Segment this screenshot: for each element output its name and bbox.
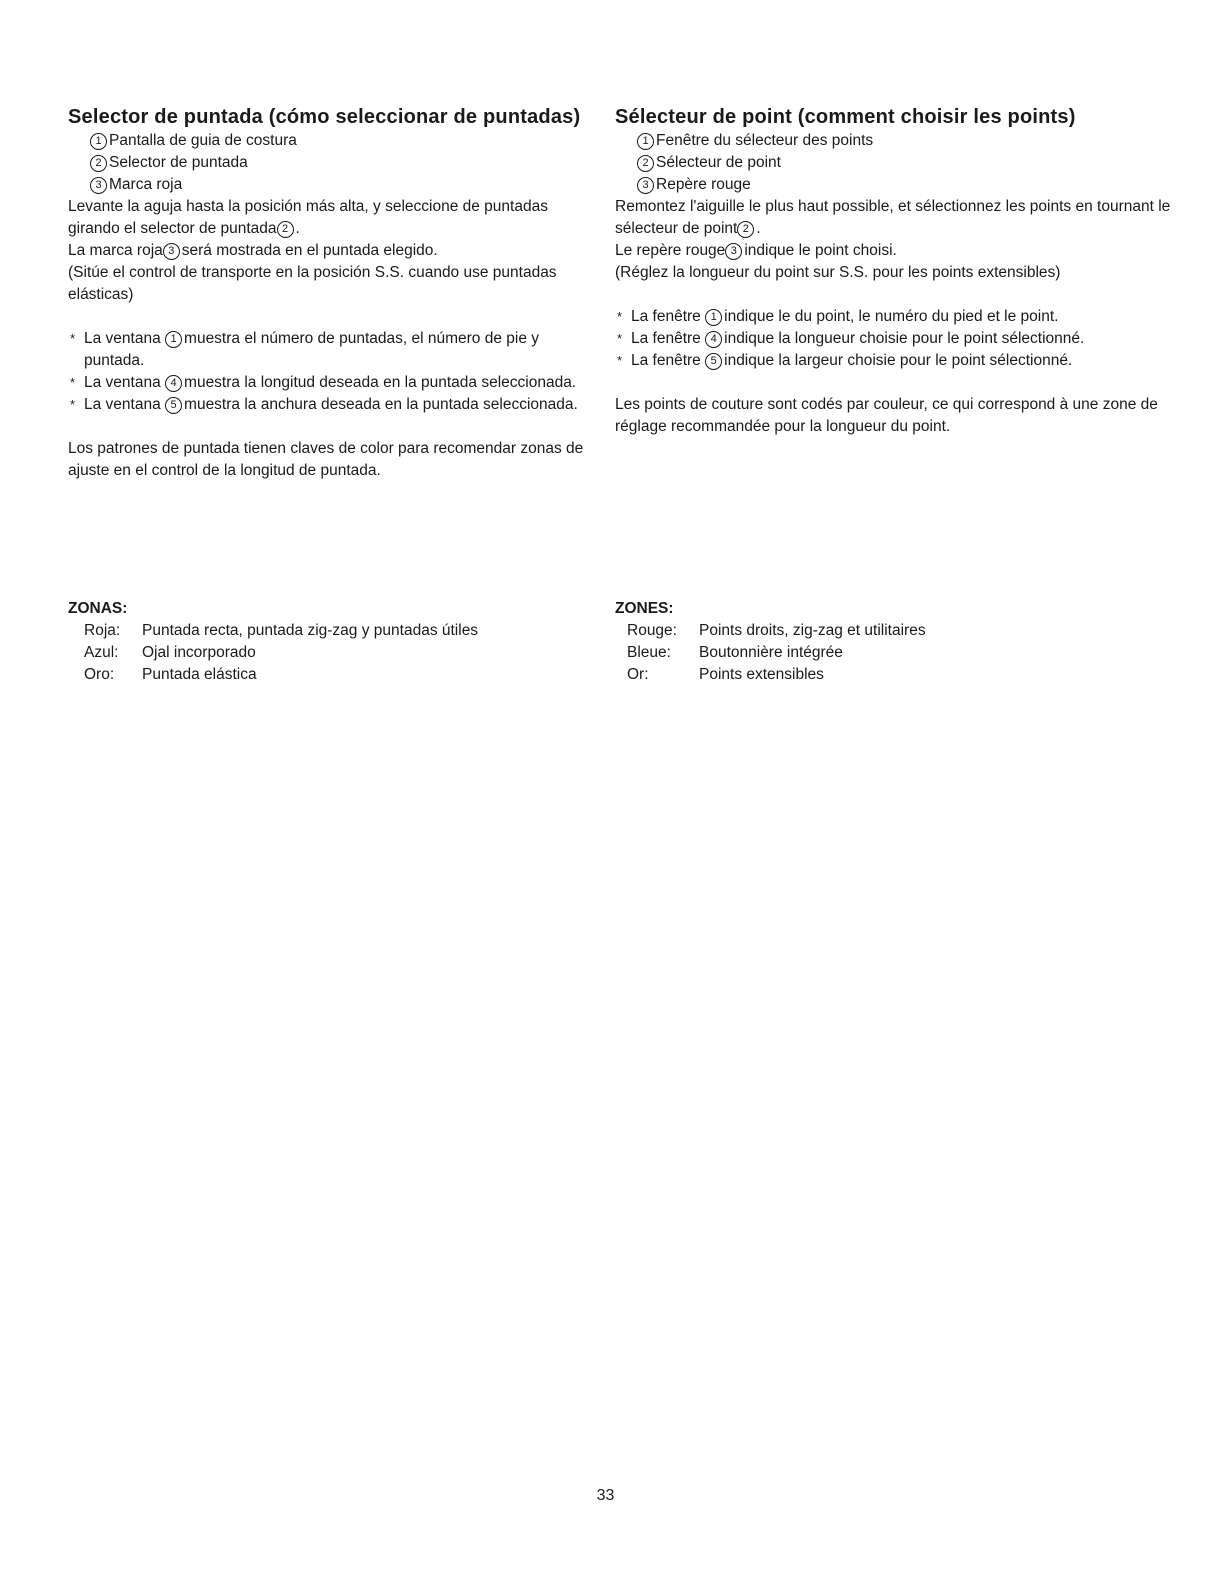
parts-list [615, 130, 1175, 196]
parts-list [68, 130, 588, 196]
bullet-list [68, 328, 588, 416]
zone-row [615, 642, 926, 664]
list-item [615, 130, 1175, 152]
zone-row [68, 642, 478, 664]
list-item-label: Sélecteur de point [656, 154, 781, 171]
circled-number: 2 [90, 155, 107, 172]
bullet-item [615, 328, 1175, 350]
circled-number: 3 [90, 177, 107, 194]
circled-number: 2 [637, 155, 654, 172]
zone-row [615, 664, 926, 686]
bullet-item [68, 394, 588, 416]
instruction-paragraph [68, 196, 588, 240]
text: . [295, 220, 300, 237]
zones-title: ZONAS: [68, 600, 128, 617]
circled-number: 5 [165, 397, 182, 414]
list-item-label: Pantalla de guia de costura [109, 132, 297, 149]
zone-value: Points droits, zig-zag et utilitaires [699, 622, 926, 639]
text: indique la largeur choisie pour le point sélectionné. [724, 352, 1073, 369]
section-title: Selector de puntada (cómo seleccionar de puntadas) [68, 106, 581, 128]
color-code-paragraph: Los patrones de puntada tienen claves de color para recomendar zonas de ajuste en el control de la longitud de puntada. [68, 440, 584, 479]
french-column [615, 104, 1175, 438]
color-code-paragraph: Les points de couture sont codés par couleur, ce qui correspond à une zone de réglage recommandée pour la longueur du point. [615, 396, 1158, 435]
list-item [615, 152, 1175, 174]
text: muestra la longitud deseada en la puntada seleccionada. [184, 374, 577, 391]
circled-number: 3 [163, 243, 180, 260]
circled-number: 1 [165, 331, 182, 348]
circled-number: 1 [90, 133, 107, 150]
circled-number: 4 [165, 375, 182, 392]
text: . [756, 220, 761, 237]
text: indique la longueur choisie pour le point sélectionné. [724, 330, 1085, 347]
circled-number: 5 [705, 353, 722, 370]
zone-key: Rouge: [627, 622, 677, 639]
bullet-item [68, 328, 588, 372]
text: Levante la aguja hasta la posición más alta, y seleccione de puntadas girando el selector de puntada [68, 198, 548, 237]
text: La fenêtre [631, 330, 701, 347]
circled-number: 4 [705, 331, 722, 348]
text: La ventana [84, 330, 161, 347]
circled-number: 1 [637, 133, 654, 150]
bullet-item [68, 372, 588, 394]
zone-value: Puntada elástica [142, 666, 257, 683]
text: Le repère rouge [615, 242, 726, 259]
instruction-paragraph [615, 240, 1175, 262]
list-item [615, 174, 1175, 196]
zone-key: Or: [627, 666, 649, 683]
list-item-label: Repère rouge [656, 176, 751, 193]
bullet-list [615, 306, 1175, 372]
bullet-item [615, 306, 1175, 328]
list-item-label: Fenêtre du sélecteur des points [656, 132, 874, 149]
bullet-item [615, 350, 1175, 372]
text: indique le du point, le numéro du pied et le point. [724, 308, 1059, 325]
zone-value: Points extensibles [699, 666, 824, 683]
zone-row [68, 620, 478, 642]
list-item-label: Marca roja [109, 176, 183, 193]
circled-number: 3 [725, 243, 742, 260]
circled-number: 2 [277, 221, 294, 238]
note-paragraph: (Réglez la longueur du point sur S.S. pour les points extensibles) [615, 264, 1061, 281]
zones-spanish [68, 598, 478, 686]
zones-title: ZONES: [615, 600, 674, 617]
text: será mostrada en el puntada elegido. [181, 242, 438, 259]
text: La ventana [84, 374, 161, 391]
zone-row [68, 664, 478, 686]
page-number: 33 [596, 1487, 615, 1504]
text: La marca roja [68, 242, 163, 259]
zone-key: Bleue: [627, 644, 671, 661]
text: Remontez l'aiguille le plus haut possible, et sélectionnez les points en tournant le sélecteur de point [615, 198, 1171, 237]
text: muestra el número de puntadas, el número de pie y puntada. [84, 330, 540, 369]
zone-key: Roja: [84, 622, 121, 639]
zone-value: Puntada recta, puntada zig-zag y puntadas útiles [142, 622, 479, 639]
note-paragraph: (Sitúe el control de transporte en la posición S.S. cuando use puntadas elásticas) [68, 264, 557, 303]
text: La ventana [84, 396, 161, 413]
list-item [68, 174, 588, 196]
section-title: Sélecteur de point (comment choisir les points) [615, 106, 1076, 128]
list-item [68, 130, 588, 152]
circled-number: 3 [637, 177, 654, 194]
list-item-label: Selector de puntada [109, 154, 248, 171]
zone-value: Ojal incorporado [142, 644, 256, 661]
zone-value: Boutonnière intégrée [699, 644, 843, 661]
text: muestra la anchura deseada en la puntada seleccionada. [184, 396, 578, 413]
instruction-paragraph [615, 196, 1175, 240]
zone-key: Azul: [84, 644, 119, 661]
spanish-column [68, 104, 588, 482]
circled-number: 1 [705, 309, 722, 326]
zone-row [615, 620, 926, 642]
circled-number: 2 [737, 221, 754, 238]
text: La fenêtre [631, 308, 701, 325]
zones-french [615, 598, 926, 686]
list-item [68, 152, 588, 174]
text: La fenêtre [631, 352, 701, 369]
zone-key: Oro: [84, 666, 115, 683]
text: indique le point choisi. [744, 242, 897, 259]
instruction-paragraph [68, 240, 588, 262]
